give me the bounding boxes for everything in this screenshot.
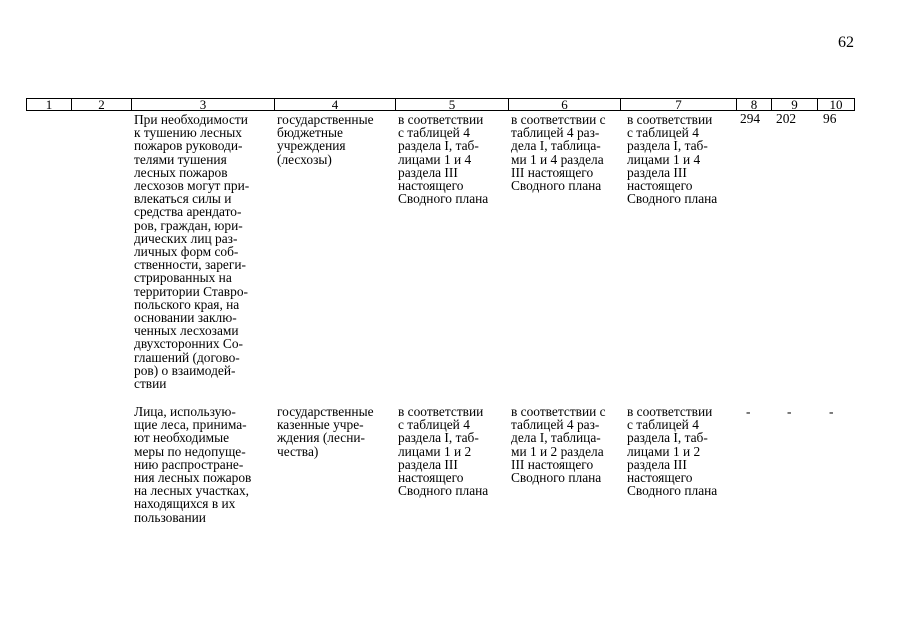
- column-number-header: [26, 98, 855, 111]
- row2-col6-cell: в соответствии с таблицей 4 раз- дела I, таблица- ми 1 и 2 раздела III настоящего Сводного плана: [511, 404, 606, 486]
- row2-col10-value: -: [829, 404, 834, 419]
- row1-responsible-cell: государственные бюджетные учреждения (лесхозы): [277, 112, 374, 167]
- row2-col7-cell: в соответствии с таблицей 4 раздела I, таб- лицами 1 и 2 раздела III настоящего Сводного плана: [627, 404, 718, 499]
- row1-col5-cell: в соответствии с таблицей 4 раздела I, таб- лицами 1 и 4 раздела III настоящего Сводного плана: [398, 112, 489, 207]
- header-col-3: 3: [132, 99, 275, 111]
- row2-measures-cell: Лица, использую- щие леса, принима- ют необходимые меры по недопуще- нию распростране- ния лесных пожаров на лесных участках, находящихся в их пользовании: [134, 404, 252, 525]
- header-col-8: 8: [737, 99, 772, 111]
- row1-measures-cell: При необходимости к тушению лесных пожаров руководи- телями тушения лесных пожаров лесхозов могут при- влекаться силы и средства арендато- ров, граждан, юри- дических лиц раз- личных форм соб- ственности, зареги- стрированных на территории Ставро- польского края, на основании заклю- ченных лесхозами двухсторонних Со- глашений (догово- ров) о взаимодей- ствии: [134, 112, 250, 392]
- row1-col8-value: 294: [740, 111, 761, 126]
- header-col-1: 1: [27, 99, 72, 111]
- header-col-9: 9: [772, 99, 818, 111]
- page-number: 62: [838, 34, 854, 51]
- row1-col6-cell: в соответствии с таблицей 4 раз- дела I, таблица- ми 1 и 4 раздела III настоящего Сводного плана: [511, 112, 606, 194]
- header-col-4: 4: [275, 99, 396, 111]
- row2-responsible-cell: государственные казенные учре- ждения (лесни- чества): [277, 404, 374, 459]
- header-col-7: 7: [621, 99, 737, 111]
- row1-col9-value: 202: [776, 111, 797, 126]
- row2-col8-value: -: [746, 404, 751, 419]
- row2-col9-value: -: [787, 404, 792, 419]
- header-col-6: 6: [509, 99, 621, 111]
- row1-col7-cell: в соответствии с таблицей 4 раздела I, таб- лицами 1 и 4 раздела III настоящего Сводного плана: [627, 112, 718, 207]
- header-col-2: 2: [72, 99, 132, 111]
- row2-col5-cell: в соответствии с таблицей 4 раздела I, таб- лицами 1 и 2 раздела III настоящего Сводного плана: [398, 404, 489, 499]
- header-col-10: 10: [818, 99, 855, 111]
- header-col-5: 5: [396, 99, 509, 111]
- row1-col10-value: 96: [823, 111, 837, 126]
